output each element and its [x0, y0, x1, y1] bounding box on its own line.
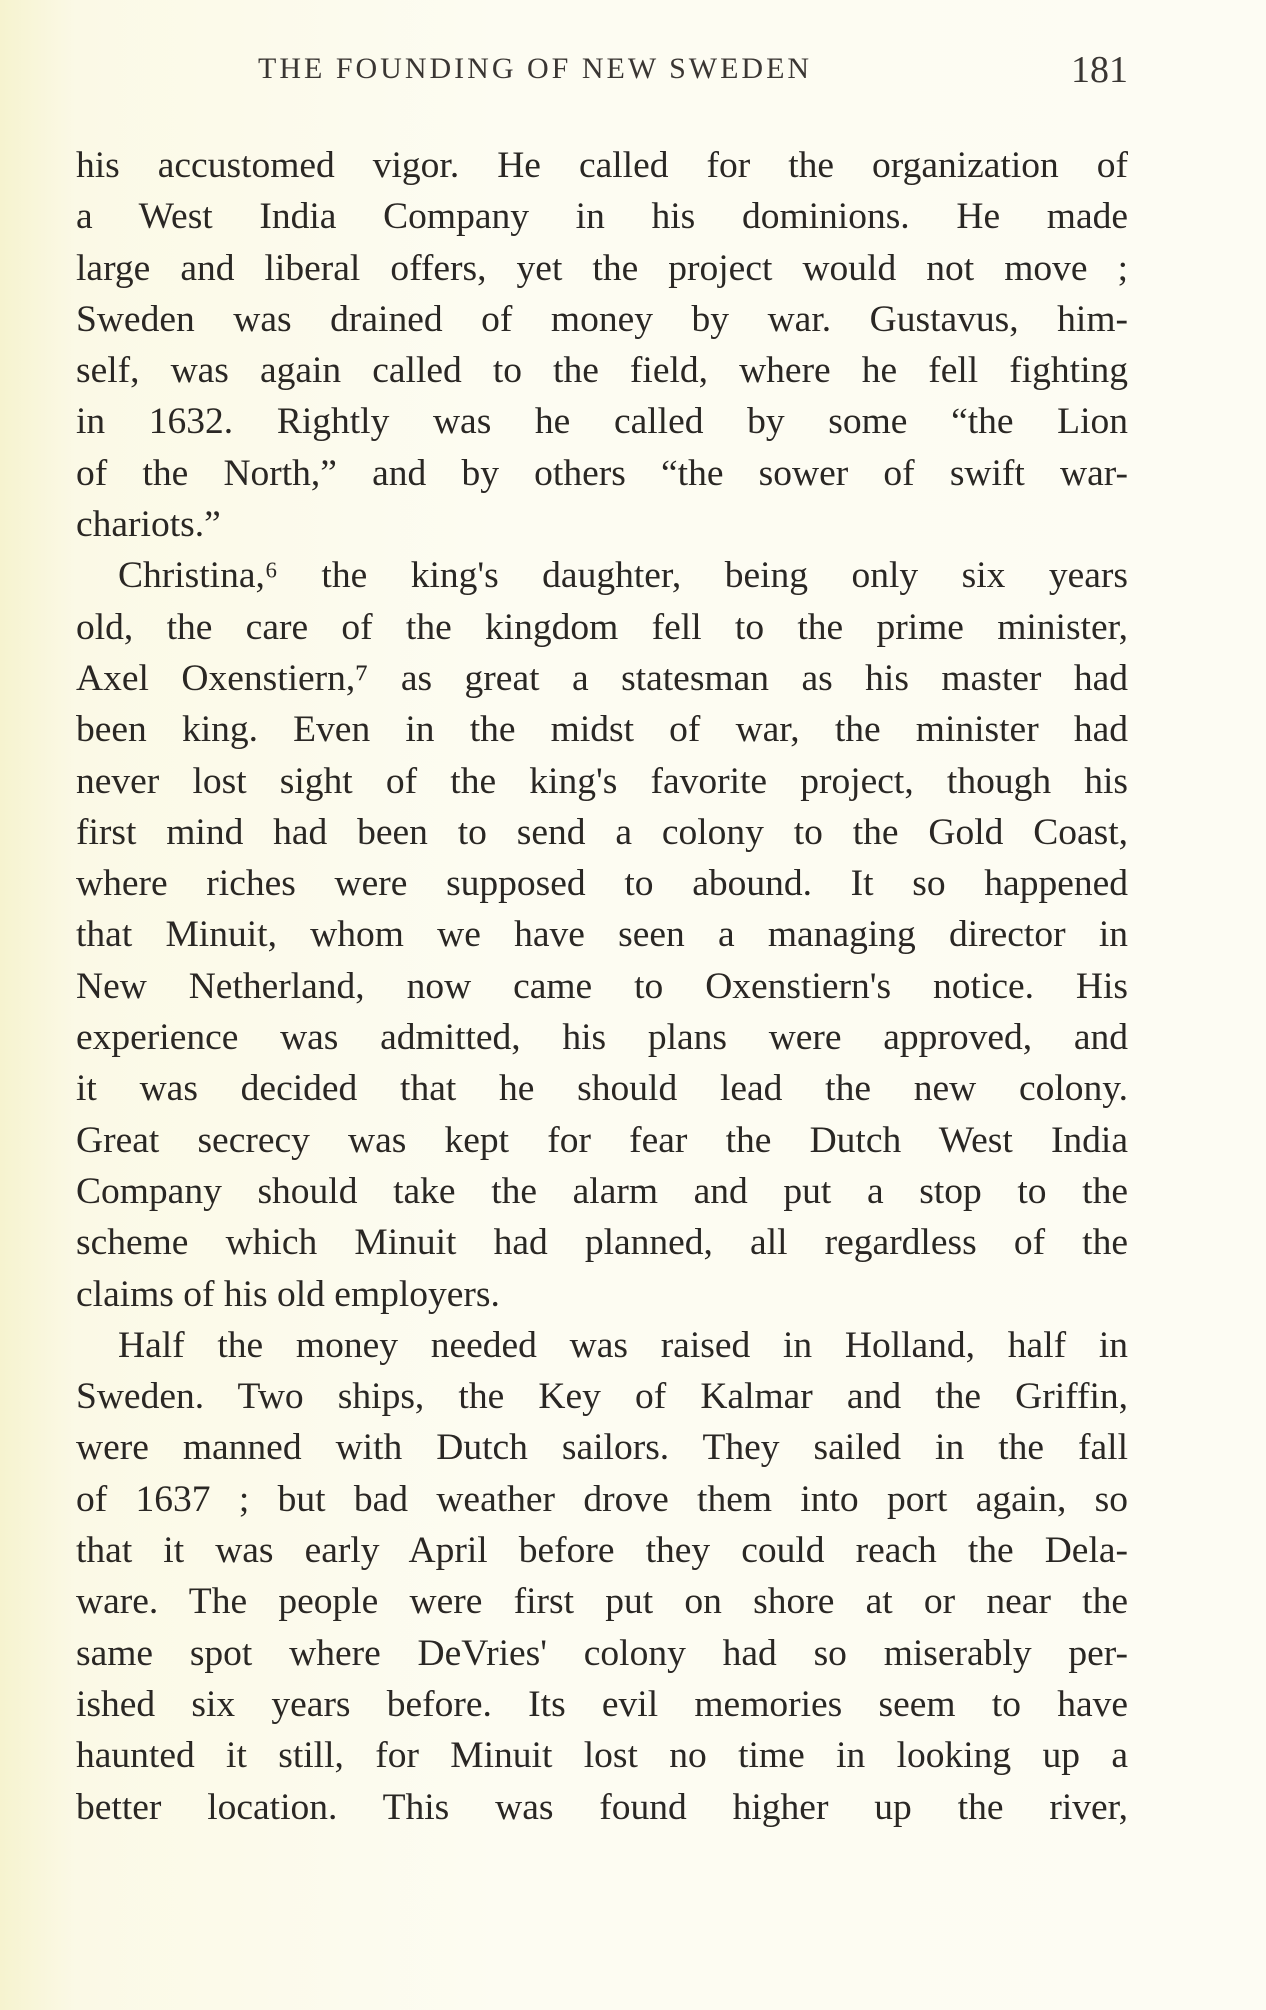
- text-line: Axel Oxenstiern,⁷ as great a statesman as his master had: [76, 657, 1128, 699]
- text-line: of 1637 ; but bad weather drove them into port again, so: [76, 1478, 1128, 1520]
- text-line: ware. The people were first put on shore at or near the: [76, 1581, 1128, 1623]
- text-line: Half the money needed was raised in Holland, half in: [118, 1324, 1128, 1366]
- text-line: never lost sight of the king's favorite project, though his: [76, 760, 1128, 802]
- text-line: claims of his old employers.: [76, 1273, 500, 1315]
- text-line: it was decided that he should lead the new colony.: [76, 1068, 1128, 1110]
- page-header: [76, 48, 1128, 92]
- text-line: ished six years before. Its evil memories seem to have: [76, 1683, 1128, 1725]
- text-line: same spot where DeVries' colony had so miserably per-: [76, 1632, 1128, 1674]
- text-line: that it was early April before they could reach the Dela-: [76, 1530, 1128, 1572]
- text-line: a West India Company in his dominions. He made: [76, 196, 1128, 238]
- body-text: [76, 140, 1128, 1833]
- text-line: were manned with Dutch sailors. They sailed in the fall: [76, 1427, 1128, 1469]
- text-line: scheme which Minuit had planned, all regardless of the: [76, 1222, 1128, 1264]
- text-line: where riches were supposed to abound. It so happened: [76, 863, 1128, 905]
- page-number: 181: [1071, 49, 1128, 91]
- text-line: haunted it still, for Minuit lost no time in looking up a: [76, 1735, 1128, 1777]
- text-line: old, the care of the kingdom fell to the prime minister,: [76, 606, 1128, 648]
- text-line: in 1632. Rightly was he called by some “the Lion: [76, 401, 1128, 443]
- running-head: THE FOUNDING OF NEW SWEDEN: [258, 52, 813, 85]
- text-line: that Minuit, whom we have seen a managing director in: [76, 914, 1128, 956]
- text-line: Christina,⁶ the king's daughter, being only six years: [118, 555, 1128, 597]
- text-line: better location. This was found higher up the river,: [76, 1786, 1128, 1828]
- text-line: of the North,” and by others “the sower of swift war-: [76, 452, 1128, 494]
- text-line: been king. Even in the midst of war, the minister had: [76, 709, 1128, 751]
- text-line: chariots.”: [76, 504, 221, 546]
- text-line: Company should take the alarm and put a stop to the: [76, 1170, 1128, 1212]
- text-line: large and liberal offers, yet the project would not move ;: [76, 247, 1128, 289]
- text-line: Sweden. Two ships, the Key of Kalmar and the Griffin,: [76, 1376, 1128, 1418]
- text-line: self, was again called to the field, where he fell fighting: [76, 350, 1128, 392]
- text-line: experience was admitted, his plans were approved, and: [76, 1017, 1128, 1059]
- text-line: his accustomed vigor. He called for the organization of: [76, 145, 1128, 186]
- text-line: Great secrecy was kept for fear the Dutch West India: [76, 1119, 1128, 1161]
- text-line: Sweden was drained of money by war. Gustavus, him-: [76, 298, 1128, 340]
- text-line: New Netherland, now came to Oxenstiern's notice. His: [76, 965, 1128, 1007]
- text-line: first mind had been to send a colony to the Gold Coast,: [76, 811, 1128, 853]
